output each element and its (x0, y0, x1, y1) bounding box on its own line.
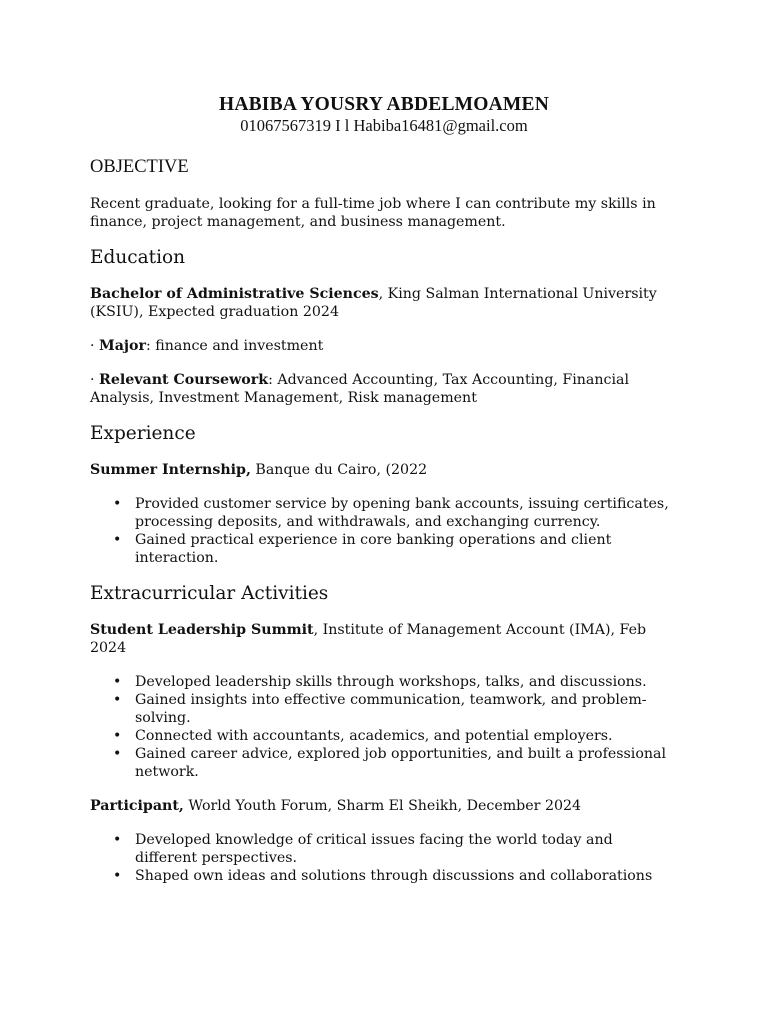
summit-line (90, 621, 678, 657)
coursework-bullet: · (90, 372, 100, 388)
forum-line (90, 797, 678, 815)
contact-line: 01067567319 I l Habiba16481@gmail.com (240, 116, 528, 135)
list-item: • Gained practical experience in core banking operations and client interaction. (135, 531, 678, 567)
coursework-line (90, 371, 678, 407)
list-item: • Shaped own ideas and solutions through discussions and collaborations (135, 867, 678, 885)
experience-role-line (90, 461, 678, 479)
experience-employer: Banque du Cairo, (2022 (250, 462, 428, 478)
degree-line (90, 285, 678, 321)
forum-details: World Youth Forum, Sharm El Sheikh, December 2024 (183, 798, 582, 814)
major-label: Major (99, 338, 146, 354)
summit-details: , Institute of Management Account (IMA), Feb 2024 (90, 622, 647, 656)
forum-role: Participant, (90, 798, 184, 814)
candidate-name: HABIBA YOUSRY ABDELMOAMEN (218, 94, 550, 115)
summit-title: Student Leadership Summit (90, 622, 314, 638)
list-item: • Developed knowledge of critical issues facing the world today and different perspectives. (135, 831, 678, 867)
summit-bullet-list (90, 673, 678, 781)
forum-bullet-list (90, 831, 678, 885)
education-heading: Education (90, 247, 186, 268)
list-item: • Gained career advice, explored job opportunities, and built a professional network. (135, 745, 678, 781)
experience-role: Summer Internship, (90, 462, 251, 478)
coursework-value: : Advanced Accounting, Tax Accounting, Financial Analysis, Investment Management, Risk management (90, 372, 630, 406)
degree-details: , King Salman International University (KSIU), Expected graduation 2024 (90, 286, 657, 320)
major-bullet: · (90, 338, 100, 354)
list-item: • Connected with accountants, academics, and potential employers. (135, 727, 678, 745)
experience-heading: Experience (90, 423, 196, 444)
degree-title: Bachelor of Administrative Sciences (90, 286, 379, 302)
major-line (90, 337, 678, 355)
major-value: : finance and investment (146, 338, 324, 354)
list-item: • Gained insights into effective communication, teamwork, and problem-solving. (135, 691, 678, 727)
list-item: • Developed leadership skills through workshops, talks, and discussions. (135, 673, 678, 691)
list-item: • Provided customer service by opening bank accounts, issuing certificates, processing deposits, and withdrawals, and exchanging currency. (135, 495, 678, 531)
coursework-label: Relevant Coursework (99, 372, 269, 388)
objective-heading: OBJECTIVE (90, 157, 189, 177)
extracurricular-heading: Extracurricular Activities (90, 583, 329, 604)
objective-text: Recent graduate, looking for a full-time job where I can contribute my skills in finance, project management, and business management. (90, 196, 656, 230)
experience-bullet-list (90, 495, 678, 567)
